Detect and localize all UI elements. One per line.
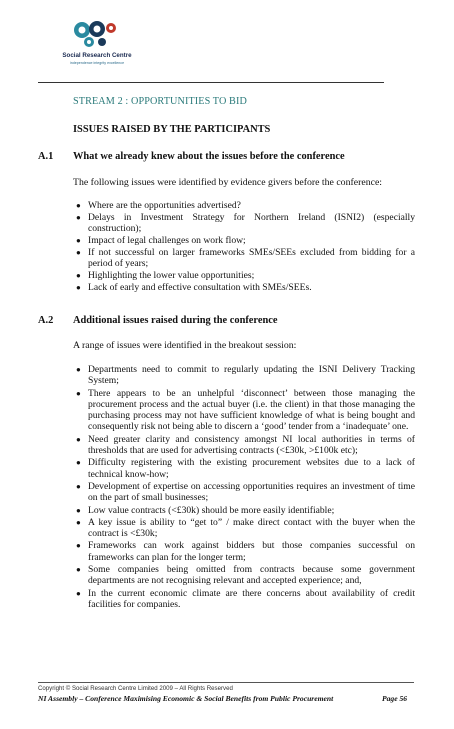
list-item-text: Difficulty registering with the existing procurement websites due to a lack of technical know-how;	[88, 457, 415, 480]
bullet-icon: ●	[76, 588, 81, 598]
list-item	[76, 235, 415, 246]
bullet-icon: ●	[76, 236, 81, 246]
section-a2-heading: Additional issues raised during the conference	[73, 315, 278, 326]
section-a1-bullet-list	[76, 200, 415, 294]
list-item	[76, 364, 415, 387]
footer-page-number: Page 56	[382, 694, 408, 703]
logo-tagline: independence integrity excellence	[69, 61, 125, 65]
list-item-text: Where are the opportunities advertised?	[88, 200, 241, 211]
bullet-icon: ●	[76, 541, 81, 551]
list-item	[76, 481, 415, 504]
list-item	[76, 200, 415, 211]
stream-title: STREAM 2 : OPPORTUNITIES TO BID	[73, 96, 247, 107]
issues-heading: ISSUES RAISED BY THE PARTICIPANTS	[73, 124, 271, 135]
bullet-icon: ●	[76, 212, 81, 222]
list-item	[76, 247, 415, 270]
list-item-text: Highlighting the lower value opportunities;	[88, 270, 255, 282]
footer-divider	[38, 682, 414, 683]
list-item-text: If not successful on larger frameworks SMEs/SEEs excluded from bidding for a period of years;	[88, 246, 415, 270]
section-a2-number: A.2	[38, 315, 54, 326]
bullet-icon: ●	[76, 388, 81, 398]
bullet-icon: ●	[76, 201, 81, 210]
list-item-text: Departments need to commit to regularly updating the ISNI Delivery Tracking System;	[88, 364, 415, 387]
bullet-icon: ●	[76, 458, 81, 468]
bullet-icon: ●	[76, 505, 81, 515]
list-item	[76, 270, 415, 281]
list-item-text: Development of expertise on accessing opportunities requires an investment of time on the part of small businesses;	[88, 480, 415, 504]
bullet-icon: ●	[76, 517, 81, 527]
header-divider	[38, 82, 384, 83]
list-item	[76, 517, 415, 540]
list-item	[76, 457, 415, 480]
list-item-text: In the current economic climate are there concerns about availability of credit facilities for companies.	[88, 587, 415, 610]
list-item-text: Low value contracts (<£30k) should be more easily identifiable;	[88, 504, 335, 516]
bullet-icon: ●	[76, 271, 81, 281]
footer-copyright: Copyright © Social Research Centre Limited 2009 – All Rights Reserved	[38, 685, 233, 692]
section-a2-bullet-list	[76, 364, 415, 611]
bullet-icon: ●	[76, 434, 81, 444]
bullet-icon: ●	[76, 247, 81, 257]
social-research-centre-logo	[52, 16, 142, 76]
section-a2-intro: A range of issues were identified in the breakout session:	[73, 340, 297, 351]
logo-mark-icon	[70, 16, 122, 50]
list-item	[76, 212, 415, 235]
list-item-text: Frameworks can work against bidders but those companies successful on frameworks can plan for the longer term;	[88, 540, 415, 563]
list-item-text: A key issue is ability to “get to” / make direct contact with the buyer when the contract is <£30k;	[88, 516, 415, 540]
list-item-text: Lack of early and effective consultation with SMEs/SEEs.	[88, 282, 312, 294]
list-item-text: Impact of legal challenges on work flow;	[88, 235, 246, 247]
bullet-icon: ●	[76, 365, 81, 374]
logo-title: Social Research Centre	[62, 52, 132, 59]
section-a1-intro: The following issues were identified by evidence givers before the conference:	[73, 177, 383, 188]
list-item	[76, 588, 415, 611]
list-item-text: Need greater clarity and consistency amongst NI local authorities in terms of thresholds that are used for advertising contracts (<£30k, >£100k etc);	[88, 433, 415, 457]
bullet-icon: ●	[76, 283, 81, 293]
list-item	[76, 282, 415, 293]
list-item	[76, 564, 415, 587]
section-a1-heading: What we already knew about the issues before the conference	[73, 151, 345, 162]
bullet-icon: ●	[76, 565, 81, 575]
list-item	[76, 540, 415, 563]
list-item-text: Delays in Investment Strategy for Northern Ireland (ISNI2) (especially construction);	[88, 211, 415, 235]
list-item	[76, 388, 415, 433]
list-item	[76, 505, 415, 516]
footer-document-title: NI Assembly – Conference Maximising Economic & Social Benefits from Public Procurement	[38, 694, 334, 703]
list-item	[76, 434, 415, 457]
list-item-text: There appears to be an unhelpful ‘disconnect’ between those managing the procurement process and the actual buyer (i.e. the client) in that those managing the purchasing process may not have sufficient knowledge of what is being bought and consequently risk not being able to discern a ‘good’ tender from a ‘inadequate’ one.	[88, 387, 415, 433]
bullet-icon: ●	[76, 481, 81, 491]
section-a1-number: A.1	[38, 151, 54, 162]
list-item-text: Some companies being omitted from contracts because some government departments are not recognising relevant and accepted experience; and,	[88, 564, 415, 587]
